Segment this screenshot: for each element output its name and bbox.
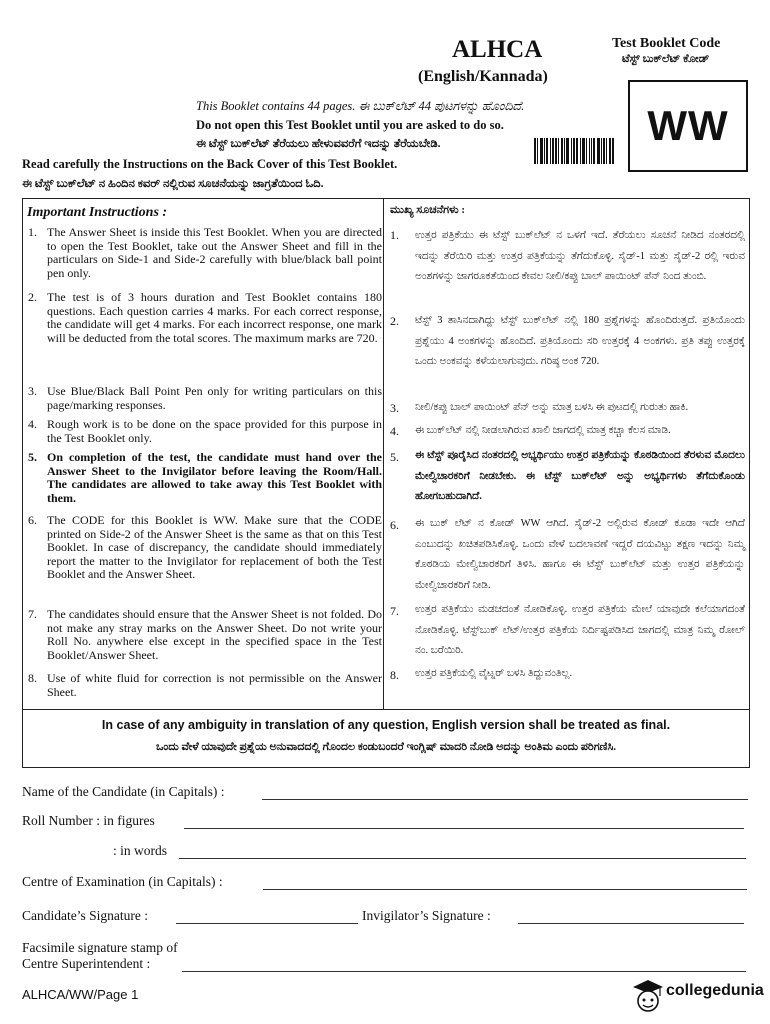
instruction-kn-3: ನೀಲಿ/ಕಪ್ಪು ಬಾಲ್ ಪಾಯಿಂಟ್ ಪೆನ್ ಅನ್ನು ಮಾತ್ರ ಬಳಸಿ ಈ ಪುಟದಲ್ಲಿ ಗುರುತು ಹಾಕಿ. [415, 402, 689, 413]
instruction-number: 7. [28, 607, 37, 621]
graduate-face-icon [632, 978, 664, 1014]
booklet-title: ALHCA [452, 36, 543, 63]
roll-number-figures-field[interactable] [184, 828, 744, 829]
test-booklet-code-label: Test Booklet Code [612, 36, 721, 51]
page-footer: ALHCA/WW/Page 1 [22, 987, 139, 1002]
instruction-number: 2. [28, 290, 37, 304]
instruction-text: The CODE for this Booklet is WW. Make sure that the CODE printed on Side-2 of the Answer Sheet is the same as that on this Test Booklet. In case of discrepancy, the candidate should immediately report the matter to the Invigilator for replacement of both the Test Booklet and the Answer Sheet. [47, 513, 382, 582]
candidate-signature-field[interactable] [176, 923, 358, 924]
instruction-number: 1. [28, 225, 37, 239]
instruction-number: 8. [28, 671, 37, 685]
instruction-text: The Answer Sheet is inside this Test Booklet. When you are directed to open the Test Booklet, take out the Answer Sheet and fill in the particulars on Side-1 and Side-2 carefully with blue/black ball point pen only. [47, 225, 382, 280]
instruction-kn-2: ಟೆಸ್ಟ್ 3 ತಾಸಿನದಾಗಿದ್ದು ಟೆಸ್ಟ್ ಬುಕ್‌ಲೆಟ್ ನಲ್ಲಿ 180 ಪ್ರಶ್ನೆಗಳನ್ನು ಹೊಂದಿರುತ್ತದೆ. ಪ್ರತಿಯೊಂದು ಪ್ರಶ್ನೆಯು 4 ಅಂಕಗಳನ್ನು ಹೊಂದಿದೆ. ಪ್ರತಿಯೊಂದು ಸರಿ ಉತ್ತರಕ್ಕೆ 4 ಅಂಕಗಳು. ಪ್ರತಿ ತಪ್ಪು ಉತ್ತರಕ್ಕೆ ಒಂದು ಅಂಕವನ್ನು ಕಳೆಯಲಾಗುವುದು. ಗರಿಷ್ಠ ಅಂಕ 720. [415, 315, 745, 367]
roll-number-words-label: : in words [113, 843, 167, 858]
read-instructions-line: Read carefully the Instructions on the Back Cover of this Test Booklet. [22, 157, 398, 171]
instruction-text: The candidates should ensure that the Answer Sheet is not folded. Do not make any stray marks on the Answer Sheet. Do not write your Roll No. anywhere else except in the specified space in the Test Booklet/Answer Sheet. [47, 607, 382, 662]
barcode-image [534, 138, 614, 164]
instruction-en-4 [28, 418, 382, 445]
instruction-en-1 [28, 226, 382, 280]
instruction-number: 5. [28, 450, 37, 464]
exam-centre-field[interactable] [263, 889, 747, 890]
instruction-en-6 [28, 514, 382, 582]
candidate-signature-label: Candidate’s Signature : [22, 908, 148, 923]
important-instructions-heading-kn: ಮುಖ್ಯ ಸೂಚನೆಗಳು : [390, 204, 465, 216]
instruction-text: On completion of the test, the candidate must hand over the Answer Sheet to the Invigilator before leaving the Room/Hall. The candidates are allowed to take away this Test Booklet with them. [47, 450, 382, 505]
invigilator-signature-field[interactable] [518, 923, 744, 924]
instruction-text: Rough work is to be done on the space provided for this purpose in the Test Booklet only. [47, 417, 382, 445]
instruction-en-8 [28, 672, 382, 699]
instruction-en-2 [28, 291, 382, 345]
instruction-number: 6. [28, 513, 37, 527]
booklet-language: (English/Kannada) [418, 68, 548, 85]
important-instructions-heading: Important Instructions : [27, 205, 168, 220]
instruction-text: Use of white fluid for correction is not permissible on the Answer Sheet. [47, 671, 382, 699]
instruction-en-3 [28, 385, 382, 412]
instruction-kn-8: ಉತ್ತರ ಪತ್ರಿಕೆಯಲ್ಲಿ ವೈಟ್ನರ್ ಬಳಸಿ ತಿದ್ದುವಂತಿಲ್ಲ. [415, 668, 573, 679]
instruction-kn-number: 2. [390, 314, 399, 328]
invigilator-signature-label: Invigilator’s Signature : [362, 908, 491, 923]
brand-name: collegedunia [666, 982, 764, 999]
instruction-en-7 [28, 608, 382, 662]
instruction-kn-number: 6. [390, 518, 399, 532]
roll-number-words-field[interactable] [179, 858, 746, 859]
instruction-text: Use Blue/Black Ball Point Pen only for writing particulars on this page/marking responses. [47, 384, 382, 412]
read-instructions-line-kn: ಈ ಟೆಸ್ಟ್ ಬುಕ್‌ಲೆಟ್ ನ ಹಿಂದಿನ ಕವರ್ ನಲ್ಲಿರುವ ಸೂಚನೆಯನ್ನು ಜಾಗ್ರತೆಯಿಂದ ಓದಿ. [22, 178, 324, 190]
instruction-kn-4: ಈ ಬುಕ್‌ಲೆಟ್ ನಲ್ಲಿ ನೀಡಲಾಗಿರುವ ಖಾಲಿ ಜಾಗದಲ್ಲಿ ಮಾತ್ರ ಕಚ್ಚಾ ಕೆಲಸ ಮಾಡಿ. [415, 425, 671, 436]
page-count-line: This Booklet contains 44 pages. ಈ ಬುಕ್‌ಲೆಟ್ 44 ಪುಟಗಳನ್ನು ಹೊಂದಿದೆ. [196, 99, 525, 113]
candidate-name-label: Name of the Candidate (in Capitals) : [22, 784, 225, 799]
translation-notice-en: In case of any ambiguity in translation of any question, English version shall be treated as final. [101, 718, 671, 732]
booklet-code-box: WW [628, 80, 748, 172]
roll-number-figures-label: Roll Number : in figures [22, 813, 155, 828]
test-booklet-code-label-kn: ಟೆಸ್ಟ್ ಬುಕ್‌ಲೆಟ್ ಕೋಡ್ [622, 53, 710, 65]
do-not-open-line-kn: ಈ ಟೆಸ್ಟ್ ಬುಕ್‌ಲೆಟ್ ತೆರೆಯಲು ಹೇಳುವವರೆಗೆ ಇದನ್ನು ತೆರೆಯಬೇಡಿ. [196, 138, 441, 150]
instruction-kn-number: 8. [390, 668, 399, 682]
superintendent-stamp-field[interactable] [182, 971, 746, 972]
instruction-kn-number: 5. [390, 450, 399, 464]
instruction-kn-number: 7. [390, 604, 399, 618]
stamp-label-line2: Centre Superintendent : [22, 956, 151, 971]
collegedunia-logo [632, 976, 768, 1020]
exam-centre-label: Centre of Examination (in Capitals) : [22, 874, 223, 889]
instruction-text: The test is of 3 hours duration and Test Booklet contains 180 questions. Each question carries 4 marks. For each correct response, the candidate will get 4 marks. For each incorrect response, one mark will be deducted from the total scores. The maximum marks are 720. [47, 290, 382, 345]
instruction-kn-number: 4. [390, 424, 399, 438]
instruction-kn-number: 3. [390, 401, 399, 415]
column-divider [383, 198, 384, 710]
instruction-en-5 [28, 451, 382, 505]
instruction-kn-7: ಉತ್ತರ ಪತ್ರಿಕೆಯು ಮಡಚದಂತೆ ನೋಡಿಕೊಳ್ಳಿ. ಉತ್ತರ ಪತ್ರಿಕೆಯ ಮೇಲೆ ಯಾವುದೇ ಕಲೆಯಾಗದಂತೆ ನೋಡಿಕೊಳ್ಳಿ. ಟೆಸ್ಟ್‌ಬುಕ್ ಲೆಟ್/ಉತ್ತರ ಪತ್ರಿಕೆಯ ನಿರ್ದಿಷ್ಟಪಡಿಸಿದ ಜಾಗದಲ್ಲಿ ಮಾತ್ರ ನಿಮ್ಮ ರೋಲ್ ನಂ. ಬರೆಯಿರಿ. [415, 604, 745, 656]
stamp-label-line1: Facsimile signature stamp of [22, 940, 178, 955]
instruction-kn-1: ಉತ್ತರ ಪತ್ರಿಕೆಯು ಈ ಟೆಸ್ಟ್ ಬುಕ್‌ಲೆಟ್ ನ ಒಳಗೆ ಇದೆ. ತೆರೆಯಲು ಸೂಚನೆ ನೀಡಿದ ನಂತರದಲ್ಲಿ ಇದನ್ನು ತೆರೆಯಿರಿ ಮತ್ತು ಉತ್ತರ ಪತ್ರಿಕೆಯನ್ನು ತೆಗೆದುಕೊಳ್ಳಿ. ಸೈಡ್-1 ಮತ್ತು ಸೈಡ್-2 ರಲ್ಲಿ ಇರುವ ಅಂಶಗಳನ್ನು ಜಾಗರೂಕತೆಯಿಂದ ಕೇವಲ ನೀಲಿ/ಕಪ್ಪು ಬಾಲ್ ಪಾಯಿಂಟ್ ಪೆನ್ ನಿಂದ ತುಂಬಿ. [415, 230, 745, 282]
candidate-name-field[interactable] [262, 799, 748, 800]
do-not-open-line: Do not open this Test Booklet until you are asked to do so. [196, 118, 504, 132]
instruction-kn-6: ಈ ಬುಕ್ ಲೆಟ್ ನ ಕೋಡ್ WW ಆಗಿದೆ. ಸೈಡ್-2 ಅಲ್ಲಿರುವ ಕೋಡ್ ಕೂಡಾ ಇದೇ ಆಗಿದೆ ಎಂಬುದನ್ನು ಖಚಿತಪಡಿಸಿಕೊಳ್ಳಿ. ಒಂದು ವೇಳೆ ಬದಲಾವಣೆ ಇದ್ದರೆ ದಯವಿಟ್ಟು ತಕ್ಷಣ ಇದನ್ನು ನಿಮ್ಮ ಕೊಠಡಿಯ ಮೇಲ್ವಿಚಾರಕರಿಗೆ ತಿಳಿಸಿ. ಹಾಗೂ ಈ ಟೆಸ್ಟ್ ಬುಕ್‌ಲೆಟ್ ಮತ್ತು ಉತ್ತರ ಪತ್ರಿಕೆಯನ್ನು ಮೇಲ್ವಿಚಾರಕರಿಗೆ ನೀಡಿ. [415, 518, 745, 591]
instruction-kn-number: 1. [390, 228, 399, 242]
instruction-kn-5: ಈ ಟೆಸ್ಟ್ ಪೂರೈಸಿದ ನಂತರದಲ್ಲಿ ಅಭ್ಯರ್ಥಿಯು ಉತ್ತರ ಪತ್ರಿಕೆಯನ್ನು ಕೊಠಡಿಯಿಂದ ತೆರಳುವ ಮೊದಲು ಮೇಲ್ವಿಚಾರಕರಿಗೆ ನೀಡಬೇಕು. ಈ ಟೆಸ್ಟ್ ಬುಕ್‌ಲೆಟ್ ಅನ್ನು ಅಭ್ಯರ್ಥಿಗಳು ತೆಗೆದುಕೊಂಡು ಹೋಗಬಹುದಾಗಿದೆ. [415, 450, 745, 502]
instruction-number: 4. [28, 417, 37, 431]
translation-notice-kn: ಒಂದು ವೇಳೆ ಯಾವುದೇ ಪ್ರಶ್ನೆಯ ಅನುವಾದದಲ್ಲಿ ಗೊಂದಲ ಕಂಡುಬಂದರೆ ಇಂಗ್ಲಿಷ್ ಮಾದರಿ ನೋಡಿ ಅದನ್ನು ಅಂತಿಮ ಎಂದು ಪರಿಗಣಿಸಿ. [155, 741, 617, 753]
instruction-number: 3. [28, 384, 37, 398]
